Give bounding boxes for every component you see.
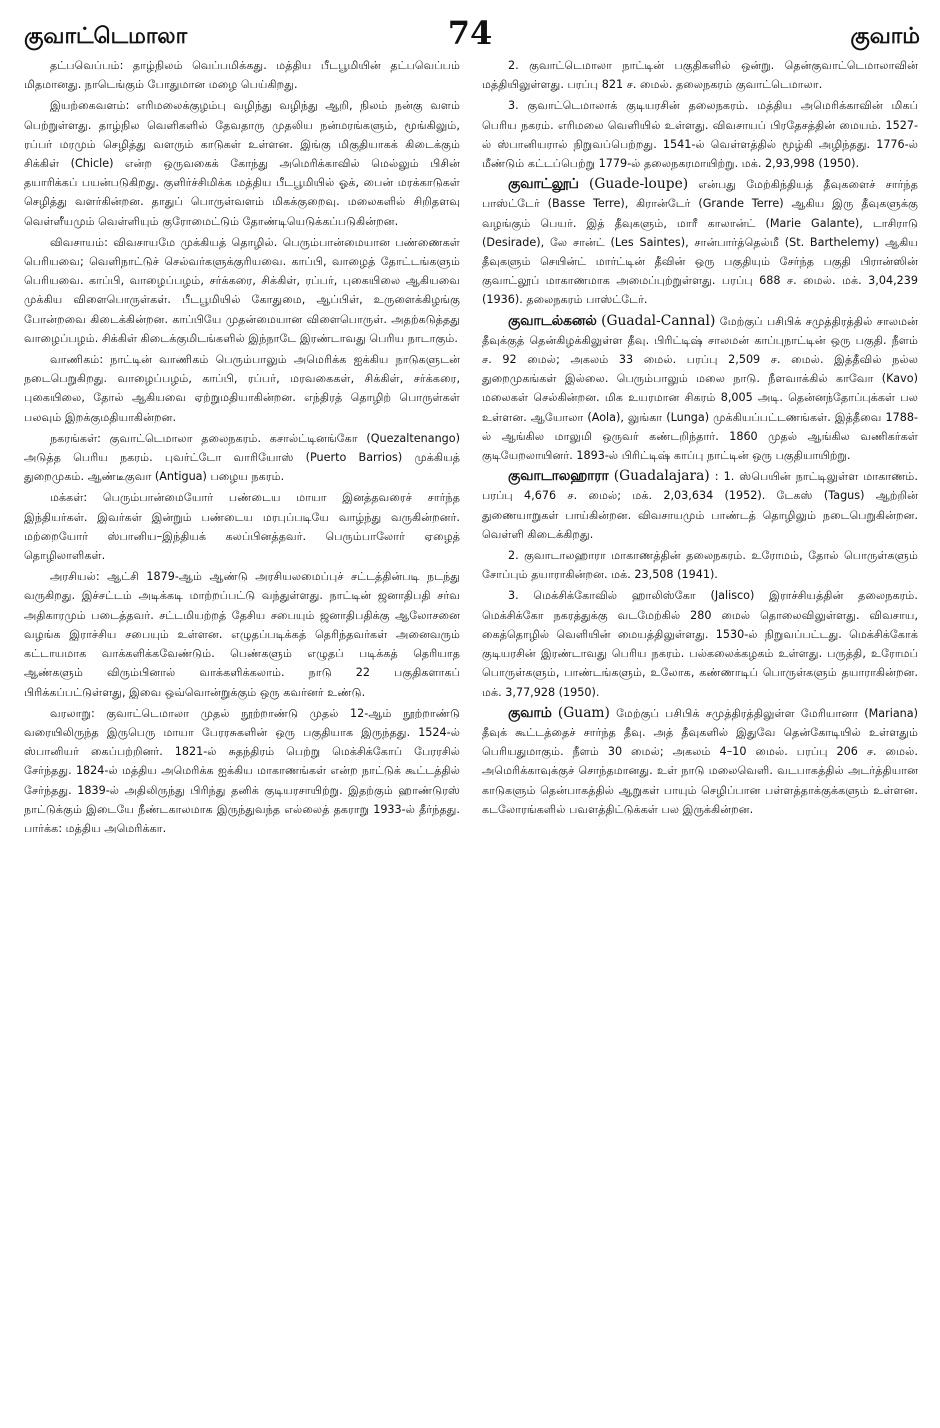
paragraph-history: வரலாறு: குவாட்டெமாலா முதல் நூற்றாண்டு முதல் 12-ஆம் நூற்றாண்டு வரையிலிருந்த இருபெரு மாயா பேரரசுகளின் ஒரு பகுதியாக இருந்தது. 1524-ல் ஸ்பானியர் கைப்பற்றினர். 1821-ல் சுதந்திரம் பெற்று மெக்சிக்கோப் பேரரசில் சேர்ந்தது. 1824-ல் மத்திய அமெரிக்க ஐக்கிய மாகாணங்கள் என்ற நாட்டுக் கூட்டத்தில் சேர்ந்தது. 1839-ல் அதிலிருந்து பிரிந்து தனிக் குடியரசாயிற்று. இதற்கும் ஹாண்டுரஸ் நாட்டுக்கும் இடையே நீண்டகாலமாக இருந்துவந்த எல்லைத் தகராறு 1933-ல் தீர்ந்தது. பார்க்க: மத்திய அமெரிக்கா. <box>24 706 460 835</box>
right-column <box>482 56 918 1416</box>
entry-headword: குவாடல்கனல் <box>508 312 597 329</box>
entry-text: : 1. ஸ்பெயின் நாட்டிலுள்ள மாகாணம். பரப்பு 4,676 ச. மைல்; மக். 2,03,634 (1952). டேகஸ் (Tagus) ஆற்றின் துணையாறுகள் பாய்கின்றன. விவசாயமும் பாண்டத் தொழிலும் நடைபெறுகின்றன. வெள்ளி கிடைக்கிறது. <box>482 470 918 541</box>
entry-headword-latin: (Guadal-Cannal) <box>601 312 716 329</box>
running-head-right: குவாம் <box>850 24 920 49</box>
entry-text: என்பது மேற்கிந்தியத் தீவுகளைச் சார்ந்த பாஸ்ட்டேர் (Basse Terre), கிரான்டேர் (Grande Terre) ஆகிய இரு தீவுகளுக்கு வழங்கும் பெயர். இத் தீவுகளும், மாரீ காலான்ட் (Marie Galante), டாசிராடு (Desirade), லே சான்ட் (Les Saintes), சான்பார்த்தெல்மீ (St. Barthelemy) ஆகிய தீவுகளும் செயின்ட் மார்ட்டின் தீவின் ஒரு பகுதியும் சேர்ந்த பகுதி பிரான்ஸின் குவாட்லூப் மாகாணமாக அமைப்புற்றுள்ளது. பரப்பு 688 ச. மைல். மக். 3,04,239 (1936). தலைநகரம் பாஸ்ட்டேர். <box>482 178 918 307</box>
entry-headword: குவாம் <box>508 704 552 721</box>
entry-headword-latin: (Guade-loupe) <box>588 176 689 193</box>
entry-headword: குவாட்லூப் <box>508 176 579 193</box>
paragraph-guatemala-3: 3. குவாட்டெமாலாக் குடியரசின் தலைநகரம். மத்திய அமெரிக்காவின் மிகப் பெரிய நகரம். எரிமலை வெளியில் உள்ளது. விவசாயப் பிரதேசத்தின் மையம். 1527-ல் ஸ்பானியரால் நிறுவப்பெற்றது. 1541-ல் வெள்ளத்தில் மூழ்கி அழிந்தது. 1776-ல் மீண்டும் கட்டப்பெற்று 1779-ல் தலைநகரமாயிற்று. மக். 2,93,998 (1950). <box>482 99 918 171</box>
left-column <box>24 56 460 1416</box>
running-head-left: குவாட்டெமாலா <box>24 24 188 49</box>
paragraph-natural-resources: இயற்கைவளம்: எரிமலைக்குழம்பு வழிந்து வழிந்து ஆறி, நிலம் நன்கு வளம் பெற்றுள்ளது. தாழ்நில வெளிகளில் தேவதாரு முதலிய நன்மரங்களும், மூங்கிலும், ரப்பர் மரமும் செழித்து வளரும் காடுகள் உள்ளன. இங்கு மிகுதியாகக் கிடைக்கும் சிக்கிள் (Chicle) என்ற ஒருவகைக் கோந்து அமெரிக்காவில் மெல்லும் பிசின் தயாரிக்கப் பயன்படுகிறது. குளிர்ச்சிமிக்க மத்திய பீடபூமியில் ஓக், பைன் மரக்காடுகள் செழித்து வளர்கின்றன. தாதுப் பொருள்வளம் மிகக்குறைவு. மலைகளில் சிறிதளவு வெள்ளீயமும் வெள்ளியும் குரோமைட்டும் தோண்டியெடுக்கப்படுகின்றன. <box>24 99 460 228</box>
paragraph-guadalajara-3: 3. மெக்சிக்கோவில் ஹாலிஸ்கோ (Jalisco) இராச்சியத்தின் தலைநகரம். மெக்சிக்கோ நகரத்துக்கு வடமேற்கில் 280 மைல் தொலைவிலுள்ளது. விவசாய, கைத்தொழில் வெளியின் மையத்திலுள்ளது. 1530-ல் நிறுவப்பட்டது. மெக்சிக்கோக் குடியரசின் இரண்டாவது பெரிய நகரம். பல்கலைக்கழகம் உள்ளது. பருத்தி, உரோமப் பொருள்களும், பாண்டங்களும், உலோக, கண்ணாடிப் பொருள்களும் தயாராகின்றன. மக். 3,77,928 (1950). <box>482 589 918 699</box>
paragraph-government: அரசியல்: ஆட்சி 1879-ஆம் ஆண்டு அரசியலமைப்புச் சட்டத்தின்படி நடந்து வருகிறது. இச்சட்டம் அடிக்கடி மாற்றப்பட்டு வந்துள்ளது. நாட்டின் ஜனாதிபதி சர்வ அதிகாரமும் படைத்தவர். சட்டமியற்றத் தேசிய சபையும் ஜனாதிபதிக்கு ஆலோசனை வழங்க இராச்சிய சபையும் உள்ளன. எழுதப்படிக்கத் தெரிந்தவர்கள் அனைவரும் கட்டாயமாக வாக்களிக்கவேண்டும். பெண்களும் எழுதப் படிக்கத் தெரியாத ஆண்களும் விரும்பினால் வாக்களிக்கலாம். நாடு 22 பகுதிகளாகப் பிரிக்கப்பட்டுள்ளது, இவை ஒவ்வொன்றுக்கும் ஒரு கவர்னர் உண்டு. <box>24 570 460 699</box>
entry-guam <box>482 704 918 819</box>
entry-guadalcanal <box>482 312 918 466</box>
page-number: 74 <box>447 14 493 52</box>
paragraph-trade: வாணிகம்: நாட்டின் வாணிகம் பெரும்பாலும் அமெரிக்க ஐக்கிய நாடுகளுடன் நடைபெறுகிறது. வாழைப்பழம், காப்பி, ரப்பர், மரவகைகள், சிக்கிள், சர்க்கரை, புகையிலை, தோல் ஆகியவை ஏற்றுமதியாகின்றன. எந்திரத் தொழிற் பொருள்கள் பலவும் இறக்குமதியாகின்றன. <box>24 353 460 424</box>
paragraph-climate: தட்பவெப்பம்: தாழ்நிலம் வெப்பமிக்கது. மத்திய பீடபூமியின் தட்பவெப்பம் மிதமானது. நாடெங்கும் போதுமான மழை பெய்கிறது. <box>24 59 460 92</box>
paragraph-guatemala-2: 2. குவாட்டெமாலா நாட்டின் பகுதிகளில் ஒன்று. தென்குவாட்டெமாலாவின் மத்தியிலுள்ளது. பரப்பு 821 ச. மைல். தலைநகரம் குவாட்டெமாலா. <box>482 59 918 92</box>
entry-headword-latin: (Guam) <box>557 704 610 721</box>
running-head <box>16 10 924 54</box>
entry-headword-latin: (Guadalajara) <box>613 468 710 485</box>
paragraph-cities: நகரங்கள்: குவாட்டெமாலா தலைநகரம். கசால்ட்டினங்கோ (Quezaltenango) அடுத்த பெரிய நகரம். புவர்ட்டோ வாரியோஸ் (Puerto Barrios) முக்கியத் துறைமுகம். ஆண்டீகுவா (Antigua) பழைய நகரம். <box>24 431 460 484</box>
paragraph-people: மக்கள்: பெரும்பான்மையோர் பண்டைய மாயா இனத்தவரைச் சார்ந்த இந்தியர்கள். இவர்கள் இன்றும் பண்டைய மரபுப்படியே வாழ்ந்து வருகின்றனர். மற்றையோர் ஸ்பானிய–இந்தியக் கலப்பினத்தவர். பெரும்பாலோர் ஏழைத் தொழிலாளிகள். <box>24 491 460 563</box>
entry-guadeloupe <box>482 175 918 309</box>
entry-text: மேற்குப் பசிபிக் சமுத்திரத்திலுள்ள மேரியானா (Mariana) தீவுக் கூட்டத்தைச் சார்ந்த தீவு. அத் தீவுகளில் இதுவே தென்கோடியில் உள்ளதும் பெரியதுமாகும். நீளம் 30 மைல்; அகலம் 4–10 மைல். பரப்பு 206 ச. மைல். அமெரிக்காவுக்குச் சொந்தமானது. உள் நாடு மலைவெளி. வடபாகத்தில் அடர்த்தியான காடுகளும் தென்பாகத்தில் ஆறுகள் பாயும் செழிப்பான பள்ளத்தாக்குக்களும் உள்ளன. கடலோரங்களில் பவளத்திட்டுக்கள் பல இருக்கின்றன. <box>482 706 918 816</box>
paragraph-guadalajara-2: 2. குவாடாலஹாரா மாகாணத்தின் தலைநகரம். உரோமம், தோல் பொருள்களும் சோப்பும் தயாராகின்றன. மக். 23,508 (1941). <box>482 549 918 582</box>
entry-text: மேற்குப் பசிபிக் சமுத்திரத்தில் சாலமன் தீவுக்குத் தென்கிழக்கிலுள்ள தீவு. பிரிட்டிஷ் சாலமன் காப்புநாட்டின் ஒரு பகுதி. நீளம் ச. 92 மைல்; அகலம் 33 மைல். பரப்பு 2,509 ச. மைல். இத்தீவில் நல்ல துறைமுகங்கள் இல்லை. பெரும்பாலும் மலை நாடு. நீளவாக்கில் காவோ (Kavo) மலைகள் செல்கின்றன. மிக உயரமான சிகரம் 8,005 அடி. தென்னந்தோப்புக்கள் பல உள்ளன. ஆயோலா (Aola), லுங்கா (Lunga) முக்கியப்பட்டணங்கள். இத்தீவை 1788-ல் ஆங்கில மாலுமி ஒருவர் கண்டறிந்தார். 1860 முதல் ஆங்கில வணிகர்கள் குடியேறலாயினர். 1893-ல் பிரிட்டிஷ் காப்பு நாட்டின் ஒரு பகுதியாயிற்று. <box>482 314 918 463</box>
paragraph-agriculture: விவசாயம்: விவசாயமே முக்கியத் தொழில். பெரும்பான்மையான பண்ணைகள் பெரியவை; வெளிநாட்டுச் செல்வர்களுக்குரியவை. காப்பி, வாழைத் தோட்டங்களும் பெரியவை. காப்பி, வாழைப்பழம், சர்க்கரை, சிக்கிள், ரப்பர், புகையிலை ஆகியவை முக்கிய விளைபொருள்கள். பீடபூமியில் கோதுமை, ஆப்பிள், உருளைக்கிழங்கு போன்றவை கிடைக்கின்றன. காப்பியே முதன்மையான விளைபொருள். அதற்கடுத்தது வாழைப்பழம். சிக்கிள் கிடைக்குமிடங்களில் இந்நாடே இரண்டாவது பெரிய நாடாகும். <box>24 235 460 345</box>
entry-headword: குவாடாலஹாரா <box>508 468 609 485</box>
entry-guadalajara <box>482 467 918 544</box>
